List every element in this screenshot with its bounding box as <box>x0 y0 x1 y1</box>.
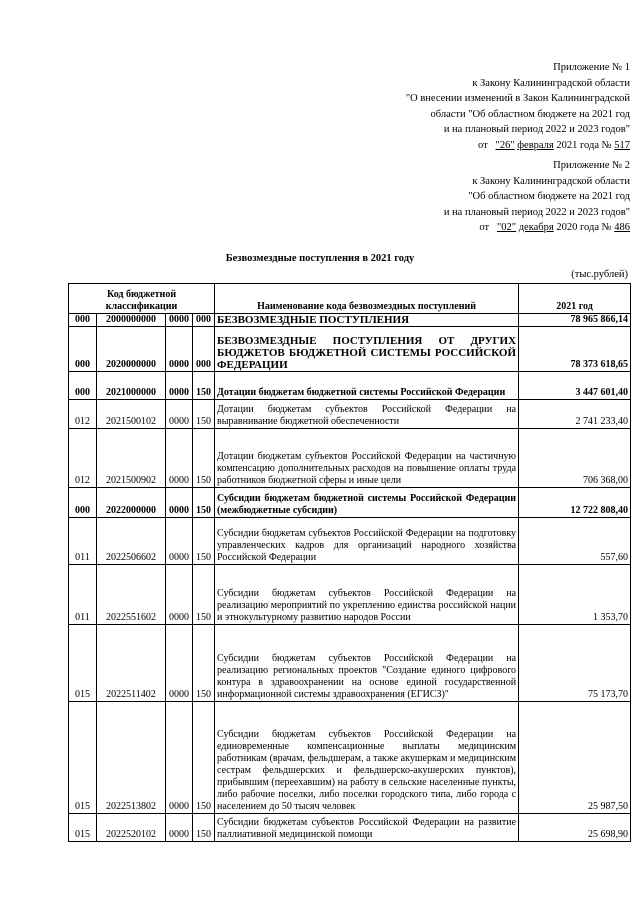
table-row <box>69 327 631 372</box>
code-economic: 150 <box>193 814 215 842</box>
month: декабря <box>518 222 554 233</box>
item-value: 3 447 601,40 <box>519 372 631 400</box>
item-value: 1 353,70 <box>519 565 631 625</box>
header-year: 2021 год <box>519 284 631 314</box>
code-economic: 150 <box>193 400 215 429</box>
code-program: 0000 <box>166 327 193 372</box>
code-admin: 000 <box>69 314 97 327</box>
item-value: 557,60 <box>519 518 631 565</box>
code-admin: 015 <box>69 625 97 702</box>
item-value: 2 741 233,40 <box>519 400 631 429</box>
item-name: Субсидии бюджетам бюджетной системы Российской Федерации (межбюджетные субсидии) <box>215 488 519 518</box>
code-main: 2021500102 <box>97 400 166 429</box>
revenue-table <box>68 283 631 842</box>
item-name: Субсидии бюджетам субъектов Российской Федерации на подготовку управленческих кадров для организаций народного хозяйства Российской Федерации <box>215 518 519 565</box>
table-row <box>69 372 631 400</box>
item-value: 78 373 618,65 <box>519 327 631 372</box>
text: от <box>479 222 490 233</box>
table-row <box>69 400 631 429</box>
year: 2021 года № <box>556 139 612 151</box>
code-main: 2022511402 <box>97 625 166 702</box>
item-value: 78 965 866,14 <box>519 314 631 327</box>
item-name: Субсидии бюджетам субъектов Российской Федерации на реализацию региональных проектов "Создание единого цифрового контура в здравоохранении на основе единой государственной информационной системы здравоохранения (ЕГИСЗ)" <box>215 625 519 702</box>
code-main: 2022506602 <box>97 518 166 565</box>
code-economic: 150 <box>193 565 215 625</box>
code-economic: 150 <box>193 372 215 400</box>
code-admin: 011 <box>69 565 97 625</box>
code-admin: 015 <box>69 702 97 814</box>
appendix-1-header <box>406 60 630 153</box>
item-name: Дотации бюджетам субъектов Российской Федерации на выравнивание бюджетной обеспеченности <box>215 400 519 429</box>
code-program: 0000 <box>166 518 193 565</box>
item-name: Субсидии бюджетам субъектов Российской Федерации на реализацию мероприятий по укреплению единства российской нации и этнокультурному развитию народов России <box>215 565 519 625</box>
code-economic: 000 <box>193 314 215 327</box>
item-name: Субсидии бюджетам субъектов Российской Федерации на единовременные компенсационные выплаты медицинским работникам (врачам, фельдшерам, а также акушеркам и медицинским сестрам фельдшерских и фельдшерско-акушерских пунктов), прибывшим (переехавшим) на работу в сельские населенные пункты, либо рабочие поселки, либо поселки городского типа, либо города с населением до 50 тысяч человек <box>215 702 519 814</box>
code-admin: 000 <box>69 372 97 400</box>
code-program: 0000 <box>166 372 193 400</box>
header-name: Наименование кода безвозмездных поступлений <box>215 284 519 314</box>
text: Приложение № 1 <box>553 62 630 73</box>
item-name: Субсидии бюджетам субъектов Российской Федерации на развитие паллиативной медицинской помощи <box>215 814 519 842</box>
code-program: 0000 <box>166 400 193 429</box>
item-value: 75 173,70 <box>519 625 631 702</box>
code-economic: 150 <box>193 518 215 565</box>
code-main: 2022520102 <box>97 814 166 842</box>
code-program: 0000 <box>166 702 193 814</box>
code-admin: 000 <box>69 327 97 372</box>
code-economic: 150 <box>193 429 215 488</box>
year: 2020 года № <box>556 222 612 233</box>
code-program: 0000 <box>166 625 193 702</box>
code-economic: 150 <box>193 625 215 702</box>
month: февраля <box>517 139 554 151</box>
item-value: 25 698,90 <box>519 814 631 842</box>
item-value: 12 722 808,40 <box>519 488 631 518</box>
code-program: 0000 <box>166 814 193 842</box>
table-row <box>69 518 631 565</box>
number: 486 <box>614 222 630 233</box>
text: области "Об областном бюджете на 2021 год <box>430 108 630 120</box>
item-value: 25 987,50 <box>519 702 631 814</box>
header-code: Код бюджетной классификации <box>69 284 215 314</box>
code-main: 2021000000 <box>97 372 166 400</box>
code-admin: 012 <box>69 429 97 488</box>
code-economic: 150 <box>193 702 215 814</box>
code-main: 2022551602 <box>97 565 166 625</box>
table-row <box>69 625 631 702</box>
date-line <box>444 220 630 236</box>
appendix-2-header <box>444 158 630 236</box>
code-program: 0000 <box>166 429 193 488</box>
code-program: 0000 <box>166 565 193 625</box>
item-name: Дотации бюджетам субъектов Российской Федерации на частичную компенсацию дополнительных расходов на повышение оплаты труда работников бюджетной сферы и иные цели <box>215 429 519 488</box>
text: от <box>477 139 488 151</box>
code-admin: 012 <box>69 400 97 429</box>
text: Приложение № 2 <box>553 160 630 171</box>
table-row <box>69 702 631 814</box>
item-name: БЕЗВОЗМЕЗДНЫЕ ПОСТУПЛЕНИЯ ОТ ДРУГИХ БЮДЖЕТОВ БЮДЖЕТНОЙ СИСТЕМЫ РОССИЙСКОЙ ФЕДЕРАЦИИ <box>215 327 519 372</box>
table-row <box>69 565 631 625</box>
day: "02" <box>497 222 517 233</box>
table-row <box>69 488 631 518</box>
code-main: 2021500902 <box>97 429 166 488</box>
table-row <box>69 429 631 488</box>
table-header <box>69 284 631 314</box>
code-main: 2022513802 <box>97 702 166 814</box>
code-admin: 000 <box>69 488 97 518</box>
item-name: БЕЗВОЗМЕЗДНЫЕ ПОСТУПЛЕНИЯ <box>215 314 519 327</box>
text: и на плановый период 2022 и 2023 годов" <box>443 124 630 135</box>
code-main: 2000000000 <box>97 314 166 327</box>
units-label: (тыс.рублей) <box>571 269 628 280</box>
code-program: 0000 <box>166 488 193 518</box>
text: "Об областном бюджете на 2021 год <box>468 191 630 202</box>
text: и на плановый период 2022 и 2023 годов" <box>443 206 630 218</box>
table-row <box>69 314 631 327</box>
code-economic: 000 <box>193 327 215 372</box>
date-line <box>406 138 630 154</box>
code-admin: 015 <box>69 814 97 842</box>
item-value: 706 368,00 <box>519 429 631 488</box>
table-row <box>69 814 631 842</box>
text: к Закону Калининградской области <box>472 175 630 187</box>
code-economic: 150 <box>193 488 215 518</box>
item-name: Дотации бюджетам бюджетной системы Российской Федерации <box>215 372 519 400</box>
code-program: 0000 <box>166 314 193 327</box>
number: 517 <box>614 139 630 151</box>
day: "26" <box>495 139 515 151</box>
code-main: 2022000000 <box>97 488 166 518</box>
document-title: Безвозмездные поступления в 2021 году <box>225 253 415 264</box>
code-admin: 011 <box>69 518 97 565</box>
text: к Закону Калининградской области <box>472 77 630 89</box>
text: "О внесении изменений в Закон Калининградской <box>405 93 630 104</box>
code-main: 2020000000 <box>97 327 166 372</box>
